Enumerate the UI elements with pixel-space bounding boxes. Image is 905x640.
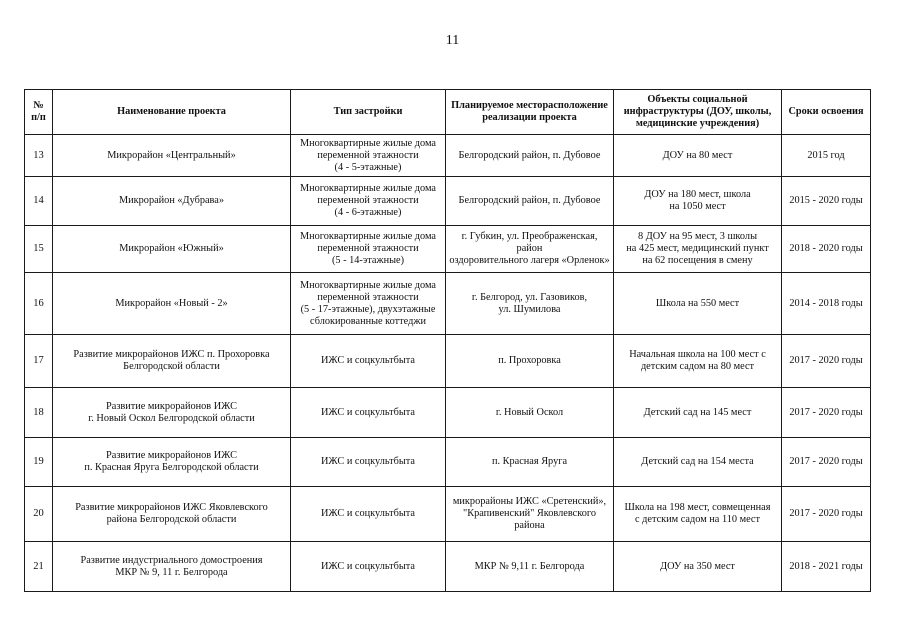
cell-location: Белгородский район, п. Дубовое	[446, 177, 614, 226]
cell-social: Школа на 198 мест, совмещенная с детским садом на 110 мест	[614, 487, 782, 542]
cell-term: 2014 - 2018 годы	[782, 273, 871, 335]
cell-location: п. Прохоровка	[446, 335, 614, 388]
cell-building-type: ИЖС и соцкультбыта	[291, 335, 446, 388]
cell-num: 21	[25, 542, 53, 592]
cell-location: микрорайоны ИЖС «Сретенский», "Крапивенский" Яковлевского района	[446, 487, 614, 542]
cell-social: Детский сад на 145 мест	[614, 388, 782, 438]
cell-term: 2015 - 2020 годы	[782, 177, 871, 226]
table-row	[25, 273, 871, 335]
cell-location: п. Красная Яруга	[446, 438, 614, 487]
table-row	[25, 226, 871, 273]
cell-project-name: Микрорайон «Центральный»	[53, 135, 291, 177]
cell-term: 2017 - 2020 годы	[782, 487, 871, 542]
cell-building-type: ИЖС и соцкультбыта	[291, 487, 446, 542]
cell-num: 17	[25, 335, 53, 388]
cell-project-name: Микрорайон «Южный»	[53, 226, 291, 273]
cell-social: ДОУ на 180 мест, школа на 1050 мест	[614, 177, 782, 226]
cell-location: г. Новый Оскол	[446, 388, 614, 438]
cell-building-type: ИЖС и соцкультбыта	[291, 388, 446, 438]
cell-term: 2018 - 2020 годы	[782, 226, 871, 273]
cell-social: Начальная школа на 100 мест с детским садом на 80 мест	[614, 335, 782, 388]
table-row	[25, 487, 871, 542]
cell-social: Детский сад на 154 места	[614, 438, 782, 487]
cell-term: 2017 - 2020 годы	[782, 388, 871, 438]
table-row	[25, 438, 871, 487]
cell-building-type: Многоквартирные жилые дома переменной этажности (4 - 5-этажные)	[291, 135, 446, 177]
cell-project-name: Микрорайон «Новый - 2»	[53, 273, 291, 335]
table-row	[25, 388, 871, 438]
cell-location: Белгородский район, п. Дубовое	[446, 135, 614, 177]
table-row	[25, 177, 871, 226]
cell-building-type: Многоквартирные жилые дома переменной этажности (5 - 17-этажные), двухэтажные сблокированные коттеджи	[291, 273, 446, 335]
cell-term: 2018 - 2021 годы	[782, 542, 871, 592]
header-project-name: Наименование проекта	[53, 90, 291, 135]
cell-building-type: ИЖС и соцкультбыта	[291, 542, 446, 592]
cell-social: Школа на 550 мест	[614, 273, 782, 335]
cell-location: г. Губкин, ул. Преображенская, район оздоровительного лагеря «Орленок»	[446, 226, 614, 273]
cell-project-name: Развитие микрорайонов ИЖС п. Прохоровка Белгородской области	[53, 335, 291, 388]
cell-building-type: Многоквартирные жилые дома переменной этажности (5 - 14-этажные)	[291, 226, 446, 273]
cell-project-name: Развитие микрорайонов ИЖС Яковлевского района Белгородской области	[53, 487, 291, 542]
cell-num: 14	[25, 177, 53, 226]
cell-num: 20	[25, 487, 53, 542]
table-row	[25, 335, 871, 388]
table-header-row	[25, 90, 871, 135]
cell-num: 13	[25, 135, 53, 177]
cell-project-name: Развитие индустриального домостроения МКР № 9, 11 г. Белгорода	[53, 542, 291, 592]
header-social-infrastructure: Объекты социальной инфраструктуры (ДОУ, школы, медицинские учреждения)	[614, 90, 782, 135]
cell-project-name: Развитие микрорайонов ИЖС г. Новый Оскол Белгородской области	[53, 388, 291, 438]
cell-num: 18	[25, 388, 53, 438]
cell-social: 8 ДОУ на 95 мест, 3 школы на 425 мест, медицинский пункт на 62 посещения в смену	[614, 226, 782, 273]
cell-num: 19	[25, 438, 53, 487]
cell-num: 15	[25, 226, 53, 273]
cell-num: 16	[25, 273, 53, 335]
header-location: Планируемое месторасположение реализации проекта	[446, 90, 614, 135]
projects-table	[24, 89, 871, 592]
cell-building-type: Многоквартирные жилые дома переменной этажности (4 - 6-этажные)	[291, 177, 446, 226]
table-row	[25, 135, 871, 177]
cell-building-type: ИЖС и соцкультбыта	[291, 438, 446, 487]
cell-social: ДОУ на 350 мест	[614, 542, 782, 592]
header-terms: Сроки освоения	[782, 90, 871, 135]
cell-project-name: Микрорайон «Дубрава»	[53, 177, 291, 226]
cell-social: ДОУ на 80 мест	[614, 135, 782, 177]
cell-term: 2017 - 2020 годы	[782, 438, 871, 487]
cell-location: МКР № 9,11 г. Белгорода	[446, 542, 614, 592]
header-building-type: Тип застройки	[291, 90, 446, 135]
header-num: № п/п	[25, 90, 53, 135]
cell-location: г. Белгород, ул. Газовиков, ул. Шумилова	[446, 273, 614, 335]
cell-term: 2015 год	[782, 135, 871, 177]
cell-term: 2017 - 2020 годы	[782, 335, 871, 388]
table-row	[25, 542, 871, 592]
cell-project-name: Развитие микрорайонов ИЖС п. Красная Яруга Белгородской области	[53, 438, 291, 487]
page-number: 11	[445, 33, 460, 48]
